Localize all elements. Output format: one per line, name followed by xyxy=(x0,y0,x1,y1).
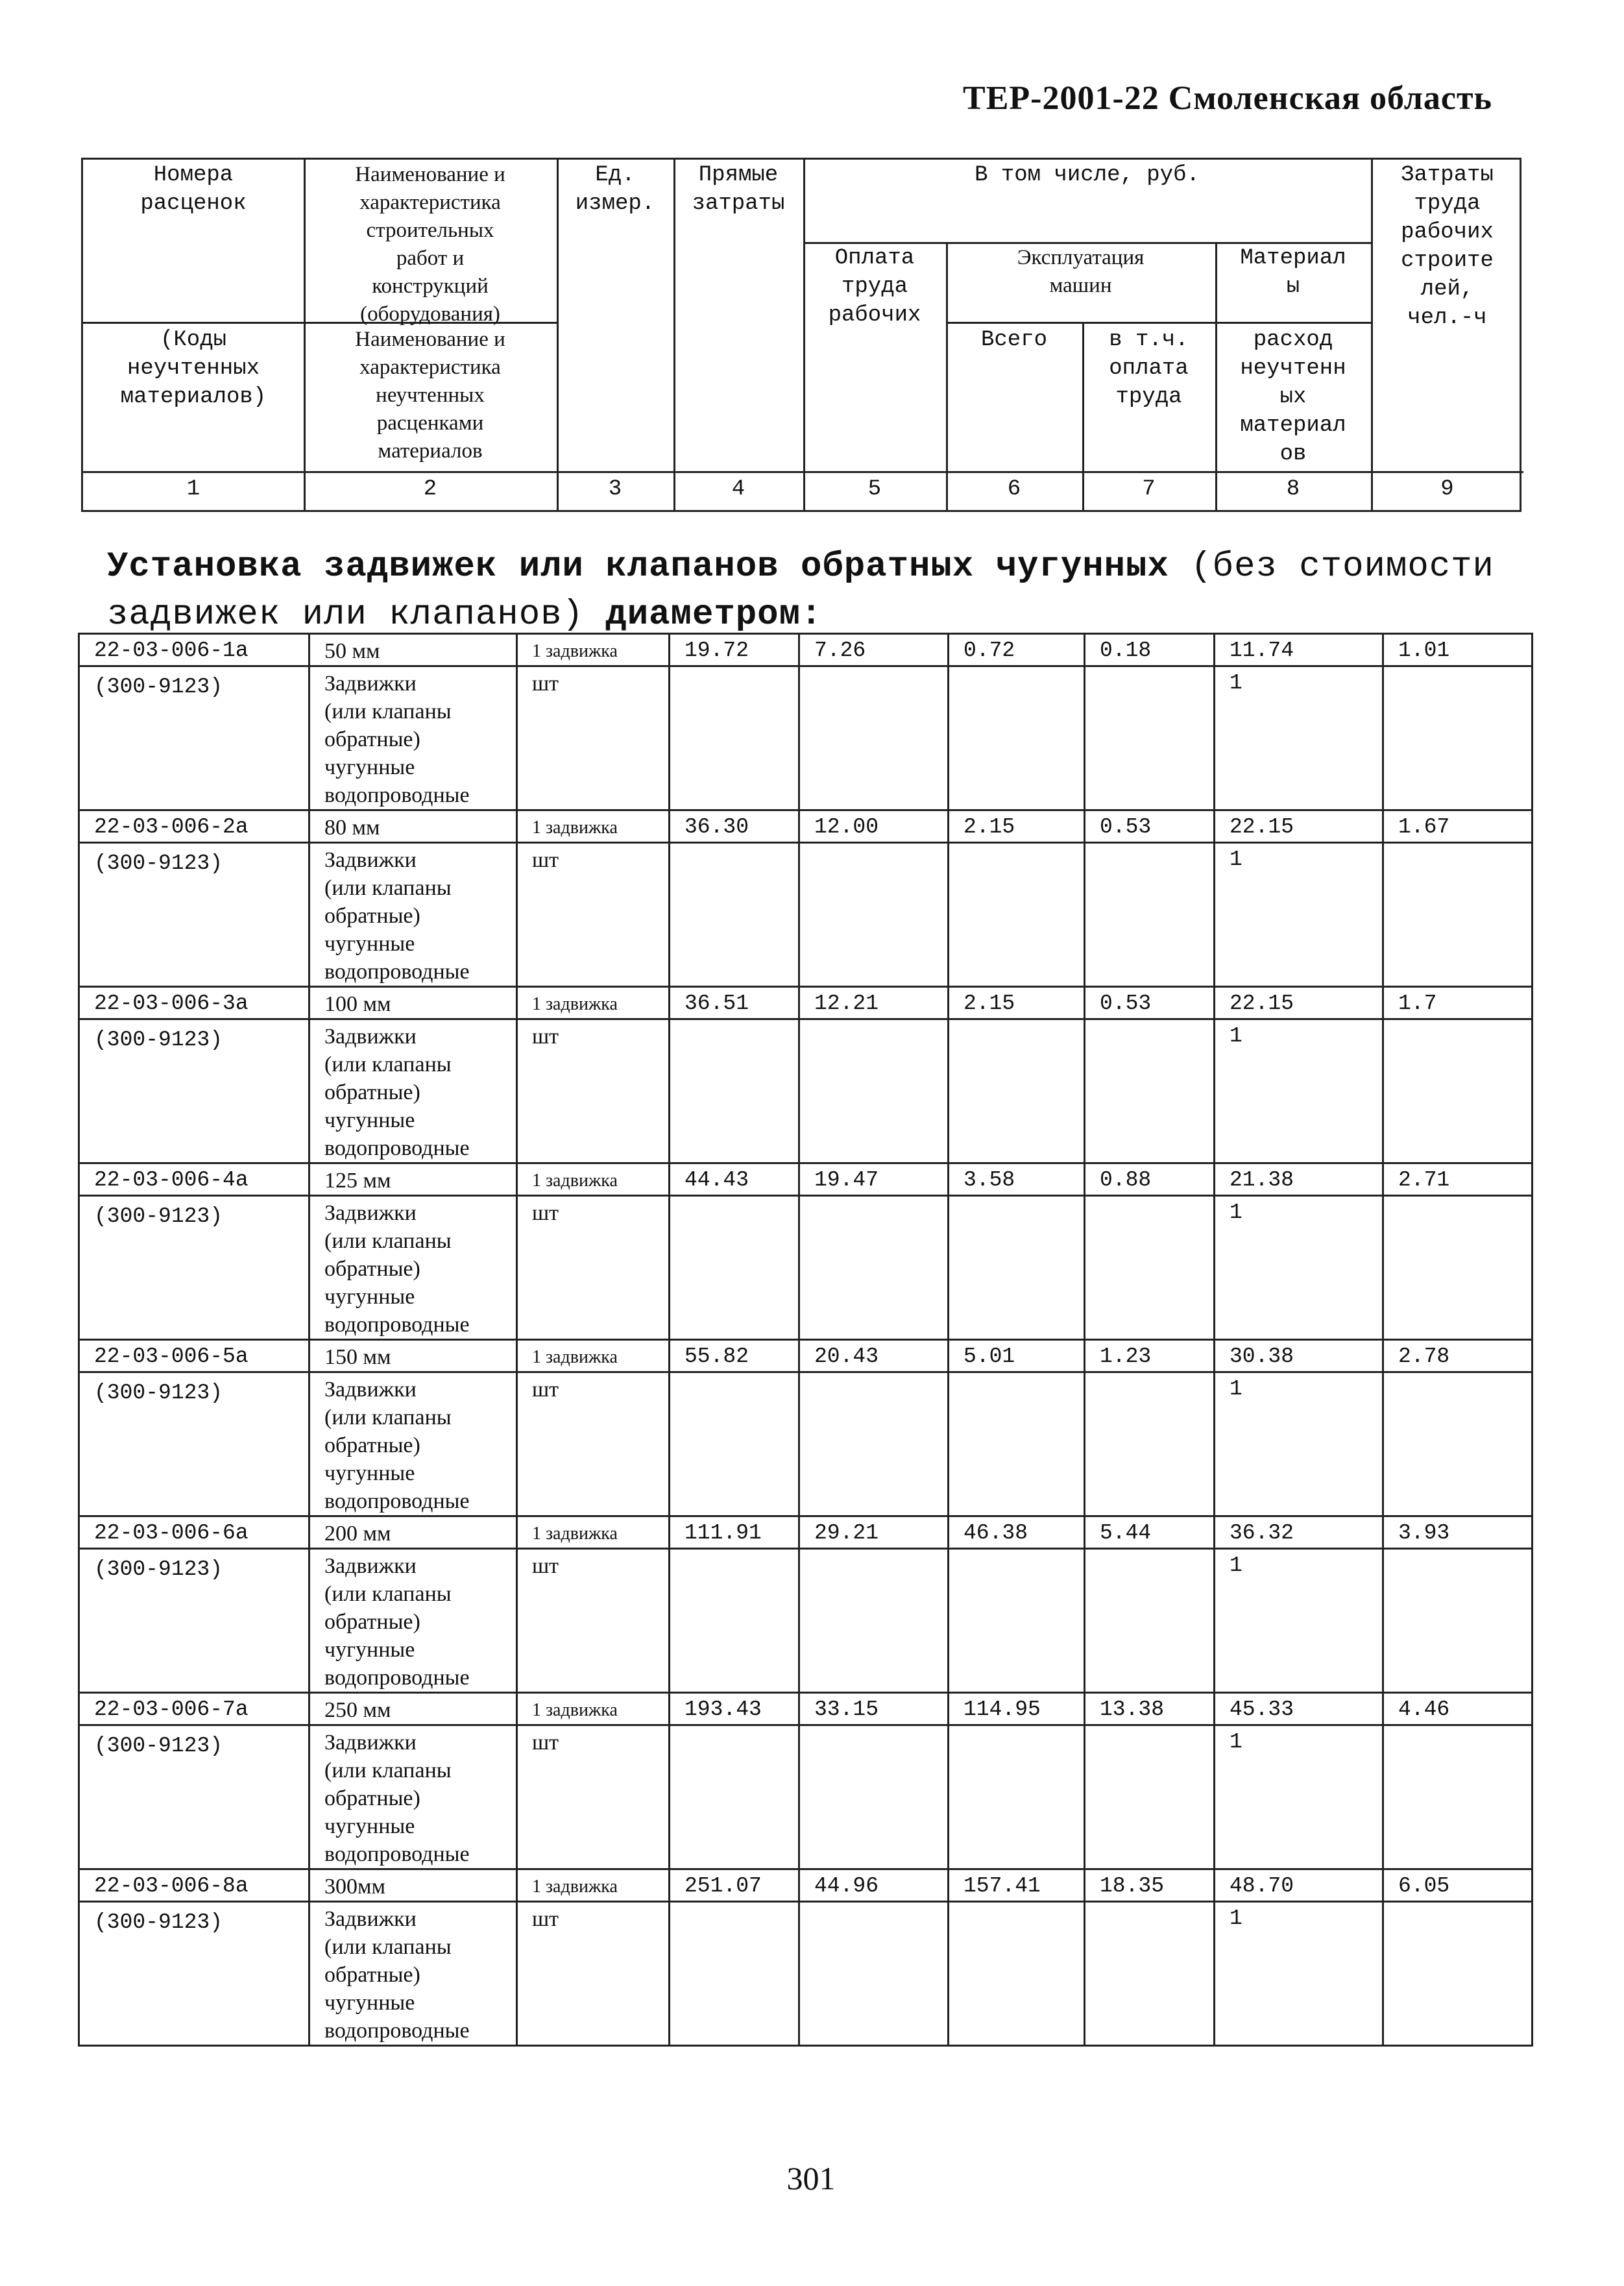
rate-machines-labor: 18.35 xyxy=(1085,1869,1215,1902)
rate-diameter: 250 мм xyxy=(309,1693,517,1725)
rate-labor-hours: 6.05 xyxy=(1383,1869,1533,1902)
empty-cell xyxy=(949,1196,1085,1340)
rate-labor-hours: 1.67 xyxy=(1383,810,1533,843)
empty-cell xyxy=(1383,1019,1533,1163)
rate-labor-hours: 1.7 xyxy=(1383,987,1533,1019)
col-direct-costs: Прямые затраты xyxy=(692,163,785,216)
table-row-material xyxy=(79,666,1533,810)
empty-cell xyxy=(1085,666,1215,810)
rate-labor-pay: 44.96 xyxy=(799,1869,949,1902)
empty-cell xyxy=(1383,1196,1533,1340)
rate-code: 22-03-006-3a xyxy=(79,987,309,1019)
empty-cell xyxy=(949,843,1085,987)
rate-unit: 1 задвижка xyxy=(517,634,670,666)
col-material-name: Наименование и характеристика неучтенных расценками материалов xyxy=(355,328,505,463)
header-divider xyxy=(83,322,304,324)
rate-diameter: 100 мм xyxy=(309,987,517,1019)
rate-materials: 36.32 xyxy=(1215,1516,1383,1549)
rates-table-body xyxy=(79,634,1533,2046)
rate-direct-costs: 44.43 xyxy=(670,1163,799,1196)
rate-machines-total: 5.01 xyxy=(949,1340,1085,1372)
material-quantity: 1 xyxy=(1215,666,1383,810)
empty-cell xyxy=(1383,1549,1533,1693)
table-row-material xyxy=(79,1019,1533,1163)
col-group-including: В том числе, руб. xyxy=(975,163,1200,188)
empty-cell xyxy=(1383,1902,1533,2046)
col-material-code: (Коды неучтенных материалов) xyxy=(120,328,267,409)
material-name: Задвижки (или клапаны обратные) чугунные водопроводные xyxy=(309,1725,517,1869)
empty-cell xyxy=(949,1372,1085,1516)
col-number: 6 xyxy=(1007,477,1021,502)
empty-cell xyxy=(799,1725,949,1869)
material-unit: шт xyxy=(517,1725,670,1869)
rate-materials: 45.33 xyxy=(1215,1693,1383,1725)
col-machines-group: Эксплуатация машин xyxy=(1017,246,1145,297)
empty-cell xyxy=(799,843,949,987)
rate-direct-costs: 36.30 xyxy=(670,810,799,843)
table-row-rate xyxy=(79,1163,1533,1196)
empty-cell xyxy=(949,1725,1085,1869)
rate-labor-pay: 29.21 xyxy=(799,1516,949,1549)
col-unit: Ед. измер. xyxy=(575,163,655,216)
section-title-suffix: диаметром: xyxy=(605,595,823,635)
col-material-consumption: расход неучтенн ых материал ов xyxy=(1240,328,1346,467)
material-quantity: 1 xyxy=(1215,1549,1383,1693)
empty-cell xyxy=(799,1196,949,1340)
table-row-rate xyxy=(79,1693,1533,1725)
empty-cell xyxy=(1383,666,1533,810)
section-title xyxy=(107,543,1502,639)
col-rate-number: Номера расценок xyxy=(140,163,247,216)
rate-machines-labor: 1.23 xyxy=(1085,1340,1215,1372)
empty-cell xyxy=(670,666,799,810)
col-materials: Материал ы xyxy=(1240,246,1346,299)
rate-unit: 1 задвижка xyxy=(517,987,670,1019)
header-divider xyxy=(83,471,1523,473)
rate-direct-costs: 193.43 xyxy=(670,1693,799,1725)
table-row-material xyxy=(79,1549,1533,1693)
header-divider xyxy=(803,160,805,510)
rate-labor-pay: 12.21 xyxy=(799,987,949,1019)
material-quantity: 1 xyxy=(1215,843,1383,987)
rate-direct-costs: 111.91 xyxy=(670,1516,799,1549)
material-name: Задвижки (или клапаны обратные) чугунные водопроводные xyxy=(309,1196,517,1340)
table-column-header xyxy=(81,158,1521,512)
col-work-name: Наименование и характеристика строительных работ и конструкций (оборудования) xyxy=(355,163,505,326)
empty-cell xyxy=(949,1902,1085,2046)
rate-machines-total: 0.72 xyxy=(949,634,1085,666)
rate-code: 22-03-006-7a xyxy=(79,1693,309,1725)
col-number: 4 xyxy=(731,477,745,502)
rate-diameter: 125 мм xyxy=(309,1163,517,1196)
rate-machines-total: 2.15 xyxy=(949,810,1085,843)
col-number: 7 xyxy=(1142,477,1156,502)
material-name: Задвижки (или клапаны обратные) чугунные водопроводные xyxy=(309,1372,517,1516)
material-unit: шт xyxy=(517,1549,670,1693)
rate-labor-pay: 19.47 xyxy=(799,1163,949,1196)
rate-labor-pay: 7.26 xyxy=(799,634,949,666)
col-number: 9 xyxy=(1440,477,1454,502)
empty-cell xyxy=(1085,843,1215,987)
material-code: (300-9123) xyxy=(79,1902,309,2046)
empty-cell xyxy=(670,1372,799,1516)
material-quantity: 1 xyxy=(1215,1902,1383,2046)
rate-direct-costs: 55.82 xyxy=(670,1340,799,1372)
table-row-rate xyxy=(79,634,1533,666)
col-machines-total: Всего xyxy=(980,328,1048,352)
rate-machines-total: 114.95 xyxy=(949,1693,1085,1725)
rate-direct-costs: 251.07 xyxy=(670,1869,799,1902)
rate-code: 22-03-006-5a xyxy=(79,1340,309,1372)
material-unit: шт xyxy=(517,1372,670,1516)
material-name: Задвижки (или клапаны обратные) чугунные водопроводные xyxy=(309,1019,517,1163)
rate-machines-labor: 0.53 xyxy=(1085,810,1215,843)
rate-code: 22-03-006-2a xyxy=(79,810,309,843)
rate-machines-labor: 0.18 xyxy=(1085,634,1215,666)
table-row-material xyxy=(79,1196,1533,1340)
material-quantity: 1 xyxy=(1215,1725,1383,1869)
rate-labor-hours: 4.46 xyxy=(1383,1693,1533,1725)
empty-cell xyxy=(799,666,949,810)
rate-labor-hours: 1.01 xyxy=(1383,634,1533,666)
rate-unit: 1 задвижка xyxy=(517,1340,670,1372)
col-number: 8 xyxy=(1286,477,1300,502)
empty-cell xyxy=(799,1019,949,1163)
empty-cell xyxy=(1383,1725,1533,1869)
empty-cell xyxy=(1085,1902,1215,2046)
col-number: 3 xyxy=(608,477,622,502)
material-unit: шт xyxy=(517,1902,670,2046)
empty-cell xyxy=(949,1549,1085,1693)
col-labor-pay: Оплата труда рабочих xyxy=(828,246,921,328)
col-number: 2 xyxy=(423,477,437,502)
rate-code: 22-03-006-6a xyxy=(79,1516,309,1549)
rate-unit: 1 задвижка xyxy=(517,1693,670,1725)
rate-direct-costs: 19.72 xyxy=(670,634,799,666)
material-quantity: 1 xyxy=(1215,1019,1383,1163)
empty-cell xyxy=(670,1725,799,1869)
empty-cell xyxy=(1085,1372,1215,1516)
empty-cell xyxy=(799,1372,949,1516)
table-row-material xyxy=(79,1372,1533,1516)
rate-materials: 22.15 xyxy=(1215,987,1383,1019)
empty-cell xyxy=(670,1902,799,2046)
rate-unit: 1 задвижка xyxy=(517,1869,670,1902)
empty-cell xyxy=(670,1196,799,1340)
empty-cell xyxy=(949,1019,1085,1163)
rate-diameter: 80 мм xyxy=(309,810,517,843)
rate-machines-total: 46.38 xyxy=(949,1516,1085,1549)
empty-cell xyxy=(1085,1019,1215,1163)
material-unit: шт xyxy=(517,666,670,810)
material-name: Задвижки (или клапаны обратные) чугунные водопроводные xyxy=(309,1549,517,1693)
rates-table xyxy=(78,633,1533,2047)
empty-cell xyxy=(1383,1372,1533,1516)
rate-materials: 48.70 xyxy=(1215,1869,1383,1902)
rate-labor-pay: 33.15 xyxy=(799,1693,949,1725)
material-quantity: 1 xyxy=(1215,1372,1383,1516)
empty-cell xyxy=(799,1549,949,1693)
table-row-rate xyxy=(79,1516,1533,1549)
rate-labor-hours: 2.71 xyxy=(1383,1163,1533,1196)
page-number: 301 xyxy=(786,2160,836,2196)
rate-materials: 21.38 xyxy=(1215,1163,1383,1196)
table-row-material xyxy=(79,1725,1533,1869)
rate-code: 22-03-006-8a xyxy=(79,1869,309,1902)
material-unit: шт xyxy=(517,843,670,987)
material-name: Задвижки (или клапаны обратные) чугунные водопроводные xyxy=(309,843,517,987)
rate-diameter: 50 мм xyxy=(309,634,517,666)
col-machines-labor: в т.ч. оплата труда xyxy=(1109,328,1189,409)
empty-cell xyxy=(1085,1196,1215,1340)
material-code: (300-9123) xyxy=(79,666,309,810)
rate-unit: 1 задвижка xyxy=(517,810,670,843)
empty-cell xyxy=(1085,1549,1215,1693)
material-code: (300-9123) xyxy=(79,1372,309,1516)
empty-cell xyxy=(670,1019,799,1163)
material-name: Задвижки (или клапаны обратные) чугунные водопроводные xyxy=(309,1902,517,2046)
header-divider xyxy=(946,322,1371,324)
rate-machines-labor: 5.44 xyxy=(1085,1516,1215,1549)
table-row-rate xyxy=(79,810,1533,843)
rate-materials: 22.15 xyxy=(1215,810,1383,843)
col-number: 1 xyxy=(186,477,200,502)
table-row-rate xyxy=(79,987,1533,1019)
material-code: (300-9123) xyxy=(79,1725,309,1869)
rate-machines-labor: 13.38 xyxy=(1085,1693,1215,1725)
material-quantity: 1 xyxy=(1215,1196,1383,1340)
empty-cell xyxy=(1085,1725,1215,1869)
empty-cell xyxy=(670,843,799,987)
rate-diameter: 200 мм xyxy=(309,1516,517,1549)
table-row-material xyxy=(79,843,1533,987)
rate-machines-labor: 0.88 xyxy=(1085,1163,1215,1196)
material-code: (300-9123) xyxy=(79,1549,309,1693)
rate-unit: 1 задвижка xyxy=(517,1516,670,1549)
document-header-title: ТЕР-2001-22 Смоленская область xyxy=(963,80,1492,117)
rate-diameter: 150 мм xyxy=(309,1340,517,1372)
material-unit: шт xyxy=(517,1019,670,1163)
rate-labor-pay: 12.00 xyxy=(799,810,949,843)
rate-labor-hours: 3.93 xyxy=(1383,1516,1533,1549)
material-code: (300-9123) xyxy=(79,1019,309,1163)
rate-machines-total: 2.15 xyxy=(949,987,1085,1019)
empty-cell xyxy=(949,666,1085,810)
rate-code: 22-03-006-1a xyxy=(79,634,309,666)
rate-diameter: 300мм xyxy=(309,1869,517,1902)
rate-materials: 30.38 xyxy=(1215,1340,1383,1372)
material-unit: шт xyxy=(517,1196,670,1340)
rate-code: 22-03-006-4a xyxy=(79,1163,309,1196)
rate-labor-hours: 2.78 xyxy=(1383,1340,1533,1372)
col-labor-hours: Затраты труда рабочих строите лей, чел.-ч xyxy=(1401,163,1494,330)
section-title-note: (без стоимости задвижек или клапанов) xyxy=(107,547,1494,635)
empty-cell xyxy=(1383,843,1533,987)
rate-machines-total: 3.58 xyxy=(949,1163,1085,1196)
rate-labor-pay: 20.43 xyxy=(799,1340,949,1372)
rate-machines-labor: 0.53 xyxy=(1085,987,1215,1019)
material-code: (300-9123) xyxy=(79,843,309,987)
rate-unit: 1 задвижка xyxy=(517,1163,670,1196)
col-number: 5 xyxy=(867,477,882,502)
rate-machines-total: 157.41 xyxy=(949,1869,1085,1902)
table-row-material xyxy=(79,1902,1533,2046)
section-title-bold: Установка задвижек или клапанов обратных чугунных xyxy=(107,547,1169,587)
rate-materials: 11.74 xyxy=(1215,634,1383,666)
material-name: Задвижки (или клапаны обратные) чугунные водопроводные xyxy=(309,666,517,810)
empty-cell xyxy=(799,1902,949,2046)
table-row-rate xyxy=(79,1869,1533,1902)
table-row-rate xyxy=(79,1340,1533,1372)
empty-cell xyxy=(670,1549,799,1693)
material-code: (300-9123) xyxy=(79,1196,309,1340)
rate-direct-costs: 36.51 xyxy=(670,987,799,1019)
